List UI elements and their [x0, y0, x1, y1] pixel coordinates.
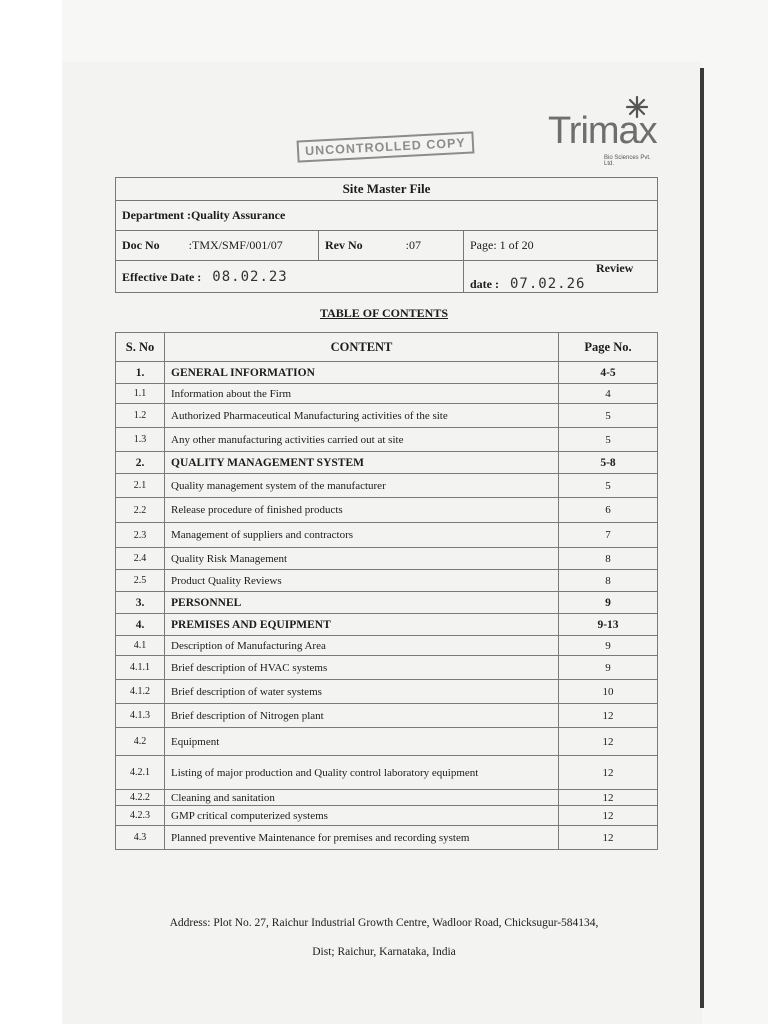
- toc-content: GENERAL INFORMATION: [165, 362, 559, 384]
- toc-content: Release procedure of finished products: [165, 498, 559, 523]
- col-header-sno: S. No: [116, 333, 165, 362]
- toc-row: [116, 656, 658, 680]
- uncontrolled-copy-stamp: UNCONTROLLED COPY: [297, 131, 475, 162]
- toc-page: 12: [559, 756, 658, 790]
- toc-row: [116, 428, 658, 452]
- toc-sno: 2.5: [116, 570, 165, 592]
- col-header-content: CONTENT: [165, 333, 559, 362]
- toc-row: [116, 728, 658, 756]
- toc-sno: 2.4: [116, 548, 165, 570]
- logo-subtitle: Bio Sciences Pvt. Ltd.: [604, 155, 651, 167]
- effective-date-cell: [116, 261, 464, 293]
- toc-row: [116, 806, 658, 826]
- toc-section-row: [116, 452, 658, 474]
- toc-row: [116, 384, 658, 404]
- toc-sno: 2.1: [116, 474, 165, 498]
- toc-content: Quality Risk Management: [165, 548, 559, 570]
- toc-row: [116, 498, 658, 523]
- toc-sno: 1.: [116, 362, 165, 384]
- col-header-page: Page No.: [559, 333, 658, 362]
- toc-page: 4: [559, 384, 658, 404]
- toc-content: Planned preventive Maintenance for premises and recording system: [165, 826, 559, 850]
- toc-row: [116, 523, 658, 548]
- toc-section-row: [116, 362, 658, 384]
- footer-address-line1: Address: Plot No. 27, Raichur Industrial Growth Centre, Wadloor Road, Chicksugur-584134,: [169, 917, 599, 929]
- toc-sno: 4.1: [116, 636, 165, 656]
- toc-page: 8: [559, 570, 658, 592]
- toc-page: 5-8: [559, 452, 658, 474]
- doc-no-label: Doc No: [122, 238, 160, 252]
- toc-page: 5: [559, 474, 658, 498]
- toc-page: 12: [559, 704, 658, 728]
- rev-no-value: :07: [405, 238, 422, 252]
- toc-content: PREMISES AND EQUIPMENT: [165, 614, 559, 636]
- toc-sno: 2.2: [116, 498, 165, 523]
- toc-body: [116, 362, 658, 850]
- toc-row: [116, 636, 658, 656]
- toc-page: 5: [559, 404, 658, 428]
- toc-sno: 4.1.3: [116, 704, 165, 728]
- toc-content: Description of Manufacturing Area: [165, 636, 559, 656]
- toc-content: Brief description of water systems: [165, 680, 559, 704]
- toc-page: 7: [559, 523, 658, 548]
- toc-row: [116, 680, 658, 704]
- toc-page: 9: [559, 636, 658, 656]
- toc-content: Information about the Firm: [165, 384, 559, 404]
- toc-sno: 1.1: [116, 384, 165, 404]
- toc-sno: 4.1.1: [116, 656, 165, 680]
- toc-section-row: [116, 614, 658, 636]
- rev-no-label: Rev No: [325, 238, 363, 252]
- toc-row: [116, 826, 658, 850]
- toc-page: 9: [559, 656, 658, 680]
- toc-page: 8: [559, 548, 658, 570]
- effective-date-value: 08.02.23: [212, 268, 288, 285]
- review-date-cell: [464, 261, 658, 293]
- company-logo: [548, 96, 660, 168]
- review-date-label: Review date :: [470, 261, 634, 291]
- toc-row: [116, 756, 658, 790]
- toc-sno: 4.2.2: [116, 790, 165, 806]
- toc-sno: 4.3: [116, 826, 165, 850]
- toc-content: Cleaning and sanitation: [165, 790, 559, 806]
- toc-content: Any other manufacturing activities carried out at site: [165, 428, 559, 452]
- toc-content: QUALITY MANAGEMENT SYSTEM: [165, 452, 559, 474]
- toc-content: Listing of major production and Quality control laboratory equipment: [165, 756, 559, 790]
- logo-wordmark: Trimax: [548, 110, 657, 152]
- toc-sno: 4.2: [116, 728, 165, 756]
- footer-address-line2: Dist; Raichur, Karnataka, India: [312, 946, 456, 958]
- toc-heading: TABLE OF CONTENTS: [319, 306, 449, 320]
- page-edge: [700, 68, 704, 1008]
- toc-row: [116, 548, 658, 570]
- department-field: Department :Quality Assurance: [116, 201, 658, 231]
- table-of-contents: [115, 332, 658, 850]
- toc-page: 12: [559, 806, 658, 826]
- toc-page: 4-5: [559, 362, 658, 384]
- rev-no-cell: [319, 231, 464, 261]
- toc-content: Equipment: [165, 728, 559, 756]
- toc-section-row: [116, 592, 658, 614]
- toc-sno: 4.2.1: [116, 756, 165, 790]
- toc-content: Brief description of Nitrogen plant: [165, 704, 559, 728]
- toc-content: GMP critical computerized systems: [165, 806, 559, 826]
- toc-sno: 1.2: [116, 404, 165, 428]
- toc-sno: 1.3: [116, 428, 165, 452]
- review-date-value: 07.02.26: [510, 276, 586, 292]
- toc-sno: 3.: [116, 592, 165, 614]
- toc-row: [116, 404, 658, 428]
- toc-page: 12: [559, 790, 658, 806]
- toc-sno: 2.3: [116, 523, 165, 548]
- toc-page: 12: [559, 826, 658, 850]
- toc-page: 12: [559, 728, 658, 756]
- toc-page: 6: [559, 498, 658, 523]
- toc-sno: 2.: [116, 452, 165, 474]
- doc-no-cell: [116, 231, 319, 261]
- toc-row: [116, 570, 658, 592]
- document-header-table: [115, 177, 658, 293]
- toc-page: 5: [559, 428, 658, 452]
- page-count: Page: 1 of 20: [464, 231, 658, 261]
- scan-margin: [0, 0, 62, 1024]
- toc-page: 9-13: [559, 614, 658, 636]
- toc-page: 10: [559, 680, 658, 704]
- toc-content: Quality management system of the manufacturer: [165, 474, 559, 498]
- doc-no-value: :TMX/SMF/001/07: [188, 238, 283, 252]
- toc-content: Product Quality Reviews: [165, 570, 559, 592]
- toc-content: Management of suppliers and contractors: [165, 523, 559, 548]
- toc-row: [116, 790, 658, 806]
- toc-row: [116, 704, 658, 728]
- document-title: Site Master File: [116, 178, 658, 201]
- toc-page: 9: [559, 592, 658, 614]
- toc-sno: 4.: [116, 614, 165, 636]
- toc-content: Authorized Pharmaceutical Manufacturing activities of the site: [165, 404, 559, 428]
- toc-content: Brief description of HVAC systems: [165, 656, 559, 680]
- toc-row: [116, 474, 658, 498]
- toc-sno: 4.1.2: [116, 680, 165, 704]
- toc-sno: 4.2.3: [116, 806, 165, 826]
- effective-date-label: Effective Date :: [122, 269, 202, 284]
- toc-content: PERSONNEL: [165, 592, 559, 614]
